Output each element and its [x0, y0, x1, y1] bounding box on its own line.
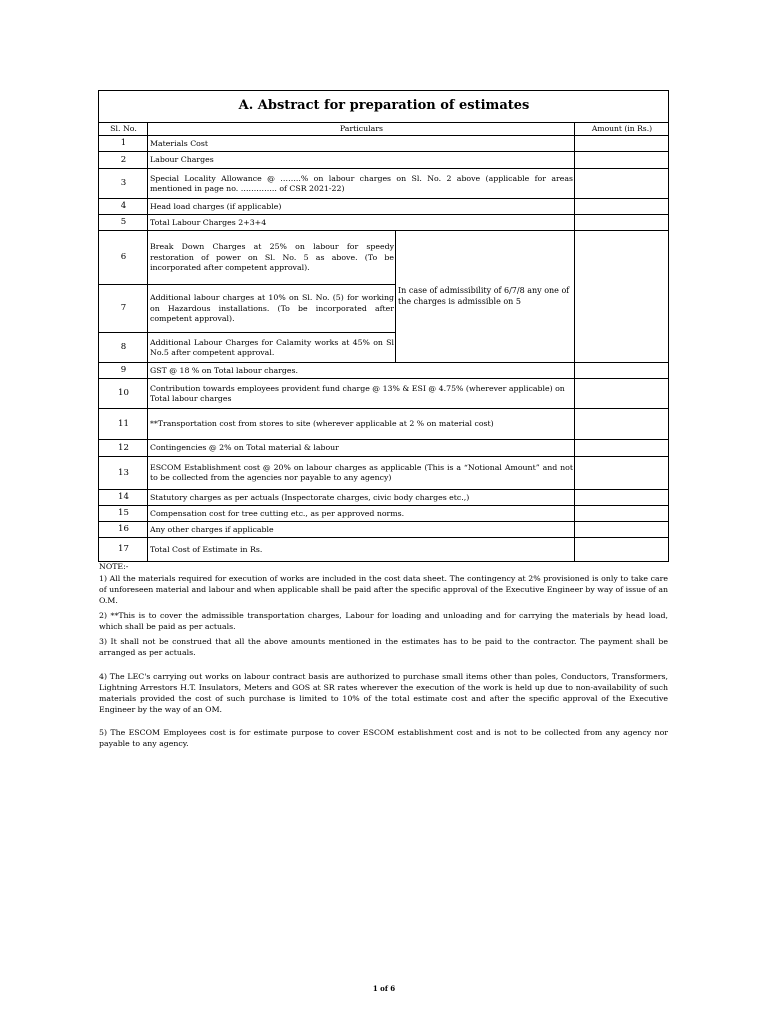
row-particulars: Contribution towards employees provident fund charge @ 13% & ESI @ 4.75% (wherever applicable) on Total labour charges: [148, 379, 575, 409]
note-4: 4) The LEC's carrying out works on labour contract basis are authorized to purchase small items other than poles, Conductors, Transformers, Lightning Arrestors H.T. Insulators, Meters and GOS at SR rates wherever the execution of the work is held up due to non-availability of such materials provided the cost of such purchase is limited to 10% of the total estimate cost and after the specific approval of the Executive Engineer by the way of an OM.: [99, 671, 668, 714]
table-title: A. Abstract for preparation of estimates: [99, 91, 669, 123]
row-particulars: Special Locality Allowance @ ……..% on labour charges on Sl. No. 2 above (applicable for areas mentioned in page no. ………….. of CSR 2021-22): [148, 169, 575, 199]
row-sl-no: 6: [99, 231, 148, 285]
row-amount-cell: [575, 363, 669, 379]
row-amount-cell: [575, 379, 669, 409]
note-2: 2) **This is to cover the admissible transportation charges, Labour for loading and unloading and for carrying the materials by head load, which shall be paid as per actuals.: [99, 611, 668, 632]
table-row: [99, 440, 669, 457]
row-amount-cell: [575, 506, 669, 522]
row-particulars: Total Cost of Estimate in Rs.: [148, 538, 575, 562]
row-sl-no: 7: [99, 285, 148, 333]
row-particulars: Labour Charges: [148, 152, 575, 169]
table-header-row: [99, 123, 669, 136]
row-amount-cell: [575, 215, 669, 231]
notes-heading: NOTE:-: [99, 562, 129, 571]
row-sl-no: 3: [99, 169, 148, 199]
row-particulars: Compensation cost for tree cutting etc., as per approved norms.: [148, 506, 575, 522]
row-amount-cell: [575, 136, 669, 152]
row-amount-cell: [575, 169, 669, 199]
row-sl-no: 11: [99, 409, 148, 440]
row-amount-cell: [575, 152, 669, 169]
table-row: [99, 152, 669, 169]
col-header-sl-no: Sl. No.: [99, 123, 148, 136]
row-sl-no: 5: [99, 215, 148, 231]
row-amount-cell: [575, 538, 669, 562]
table-row: [99, 169, 669, 199]
row-particulars: Materials Cost: [148, 136, 575, 152]
row-particulars: ESCOM Establishment cost @ 20% on labour charges as applicable (This is a “Notional Amount” and not to be collected from the agencies nor payable to any agency): [148, 457, 575, 490]
row-particulars: Statutory charges as per actuals (Inspectorate charges, civic body charges etc.,): [148, 490, 575, 506]
notes-section: [99, 561, 668, 753]
col-header-amount: Amount (in Rs.): [575, 123, 669, 136]
row-sl-no: 16: [99, 522, 148, 538]
row-particulars: Any other charges if applicable: [148, 522, 575, 538]
note-1: 1) All the materials required for execution of works are included in the cost data sheet. The contingency at 2% provisioned is only to take care of unforeseen material and labour and when applicable shall be paid after the specific approval of the Executive Engineer by way of issue of an O.M.: [99, 574, 668, 606]
table-row: [99, 457, 669, 490]
table-row: [99, 215, 669, 231]
table-row: [99, 522, 669, 538]
table-row: [99, 363, 669, 379]
table-row: [99, 490, 669, 506]
estimate-abstract-table: [98, 90, 669, 562]
row-sl-no: 8: [99, 333, 148, 363]
page-number: 1 of 6: [372, 984, 396, 993]
row-amount-cell: [575, 457, 669, 490]
row-particulars: **Transportation cost from stores to site (wherever applicable at 2 % on material cost): [148, 409, 575, 440]
table-row: [99, 538, 669, 562]
row-sl-no: 4: [99, 199, 148, 215]
row-particulars: GST @ 18 % on Total labour charges.: [148, 363, 575, 379]
row-sl-no: 2: [99, 152, 148, 169]
row-amount-cell: [575, 490, 669, 506]
row-particulars: Head load charges (if applicable): [148, 199, 575, 215]
row-amount-cell: [575, 199, 669, 215]
note-3: 3) It shall not be construed that all the above amounts mentioned in the estimates has to be paid to the contractor. The payment shall be arranged as per actuals.: [99, 637, 668, 658]
table-row: [99, 409, 669, 440]
row-sl-no: 12: [99, 440, 148, 457]
row-sl-no: 15: [99, 506, 148, 522]
row-particulars: Total Labour Charges 2+3+4: [148, 215, 575, 231]
row-sl-no: 13: [99, 457, 148, 490]
row-sl-no: 17: [99, 538, 148, 562]
row-particulars: Additional labour charges at 10% on Sl. No. (5) for working on Hazardous installations. (To be incorporated after competent approval).: [148, 285, 396, 333]
row-sl-no: 9: [99, 363, 148, 379]
table-row: [99, 136, 669, 152]
row-sl-no: 14: [99, 490, 148, 506]
row-amount-cell: [575, 440, 669, 457]
row-particulars: Additional Labour Charges for Calamity works at 45% on Sl No.5 after competent approval.: [148, 333, 396, 363]
note-5: 5) The ESCOM Employees cost is for estimate purpose to cover ESCOM establishment cost and is not to be collected from any agency nor payable to any agency.: [99, 727, 668, 748]
admissibility-note: In case of admissibility of 6/7/8 any one of the charges is admissible on 5: [396, 231, 575, 363]
row-amount-cell: [575, 231, 669, 363]
row-sl-no: 10: [99, 379, 148, 409]
table-row: [99, 506, 669, 522]
row-amount-cell: [575, 522, 669, 538]
row-particulars: Contingencies @ 2% on Total material & labour: [148, 440, 575, 457]
table-row: [99, 199, 669, 215]
table-row: [99, 379, 669, 409]
row-particulars: Break Down Charges at 25% on labour for speedy restoration of power on Sl. No. 5 as above. (To be incorporated after competent approval).: [148, 231, 396, 285]
row-amount-cell: [575, 409, 669, 440]
table-row: [99, 231, 669, 285]
col-header-particulars: Particulars: [148, 123, 575, 136]
row-sl-no: 1: [99, 136, 148, 152]
